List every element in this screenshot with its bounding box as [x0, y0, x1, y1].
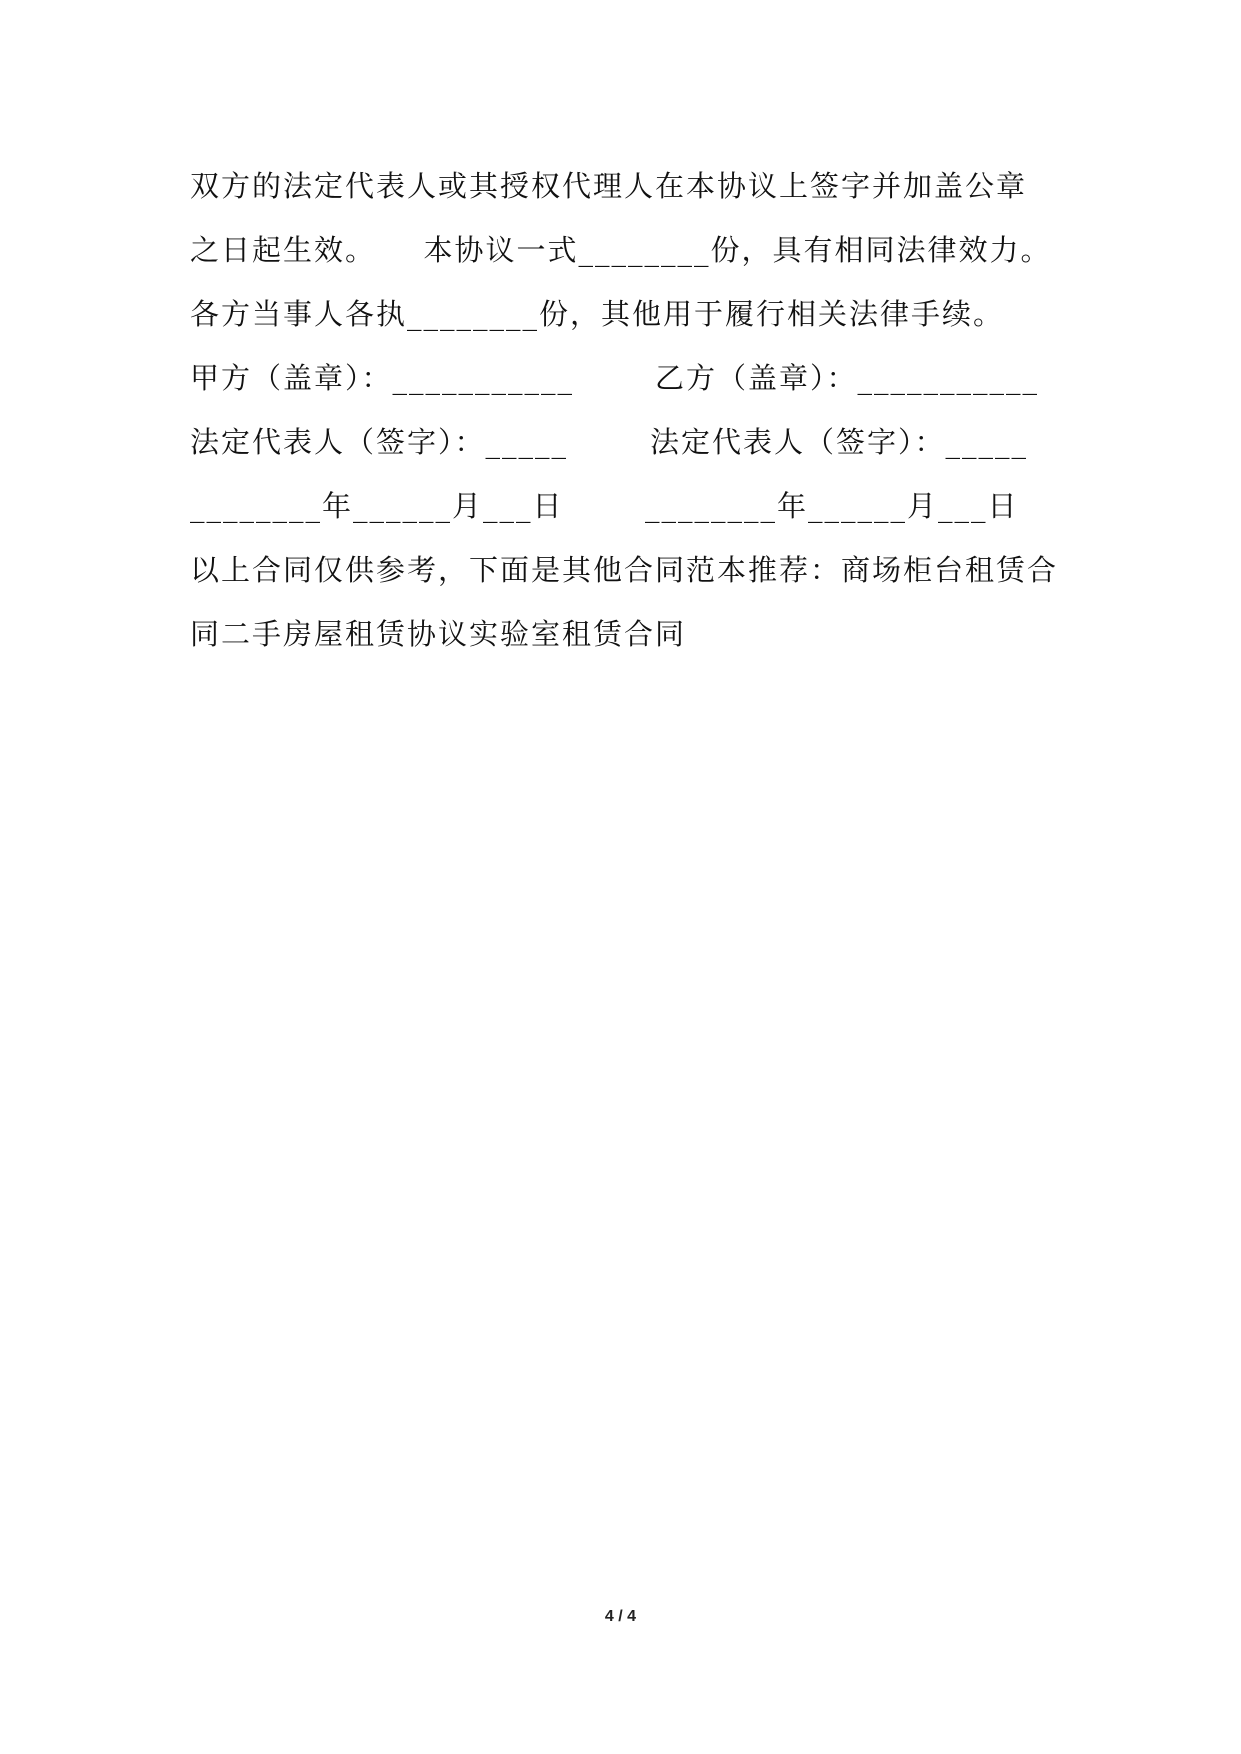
closing-line-1: 以上合同仅供参考，下面是其他合同范本推荐：商场柜台租赁合: [190, 553, 1059, 587]
party-a-seal: 甲方（盖章）：___________: [190, 361, 575, 395]
party-b-date: ________年______月___日: [645, 489, 1019, 523]
closing-line-2: 同二手房屋租赁协议实验室租赁合同: [190, 617, 687, 651]
page-number: 4 / 4: [604, 1608, 637, 1625]
body-line-3: 各方当事人各执________份，其他用于履行相关法律手续。: [190, 297, 1005, 331]
party-a-date: ________年______月___日: [190, 489, 564, 523]
party-a-representative: 法定代表人（签字）：_____: [190, 425, 569, 459]
party-b-seal: 乙方（盖章）：___________: [655, 361, 1040, 395]
party-b-representative: 法定代表人（签字）：_____: [650, 425, 1029, 459]
body-line-1: 双方的法定代表人或其授权代理人在本协议上签字并加盖公章: [190, 169, 1028, 203]
body-line-2: 之日起生效。 本协议一式________份，具有相同法律效力。: [190, 233, 1052, 267]
